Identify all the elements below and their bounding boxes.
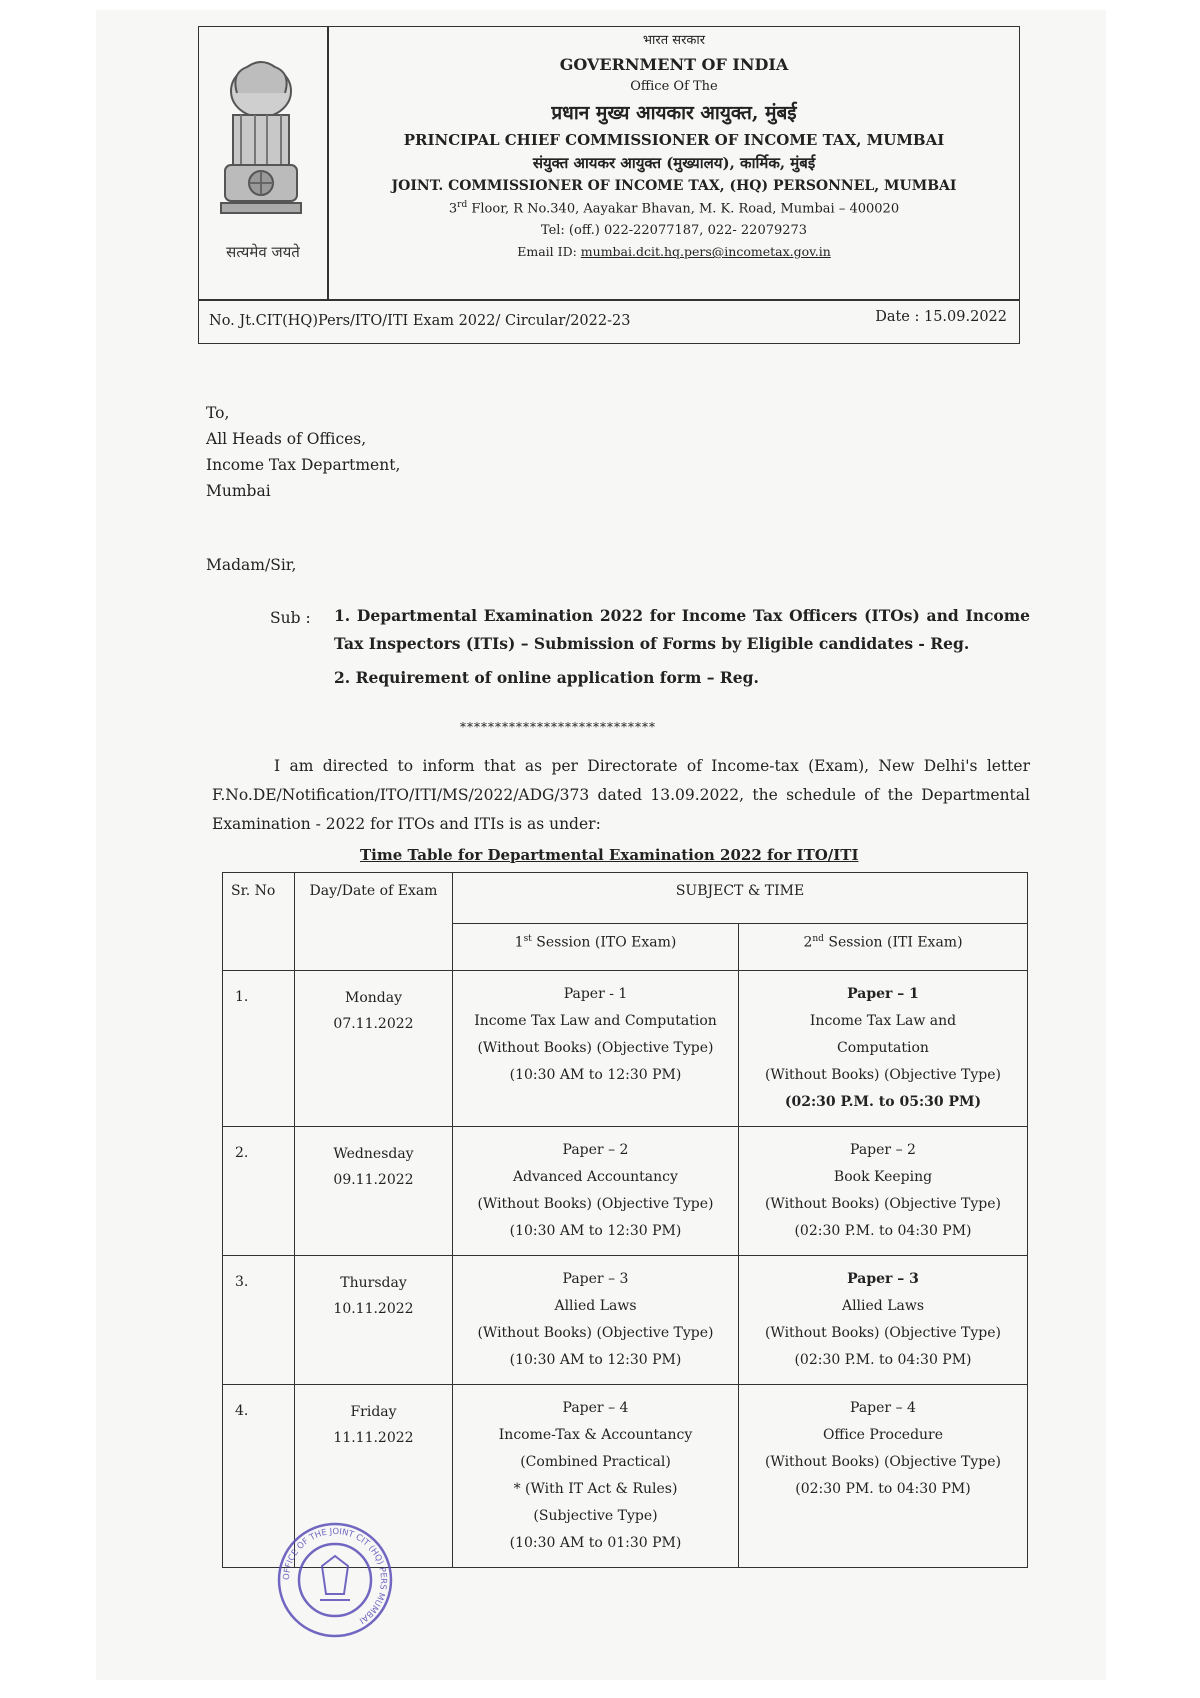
subject-block [270,602,1030,692]
body-paragraph: I am directed to inform that as per Directorate of Income-tax (Exam), New Delhi's letter F.No.DE/Notification/ITO/ITI/MS/2022/ADG/373 dated 13.09.2022, the schedule of the Departmental Examination - 2022 for ITOs and ITIs is as under: [212,757,1030,833]
header-rule [199,299,1019,301]
reference-number: No. Jt.CIT(HQ)Pers/ITO/ITI Exam 2022/ Circular/2022-23 [209,313,631,329]
addressee-line: All Heads of Offices, [206,430,367,448]
day-cell: Monday 07.11.2022 [295,971,453,1127]
session-1-cell: Paper – 2 Advanced Accountancy (Without Books) (Objective Type) (10:30 AM to 12:30 PM) [453,1127,739,1256]
session-1-cell: Paper – 3 Allied Laws (Without Books) (Objective Type) (10:30 AM to 12:30 PM) [453,1256,739,1385]
session-2-cell: Paper – 1 Income Tax Law and Computation (Without Books) (Objective Type) (02:30 P.M. to 05:30 PM) [739,971,1028,1127]
office-address: 3rd Floor, R No.340, Aayakar Bhavan, M. K. Road, Mumbai – 400020 [448,200,900,217]
subject-label: Sub : [270,609,311,627]
table-row [223,971,1028,1127]
addressee-line: To, [206,404,230,422]
column-header-sr: Sr. No [223,873,295,971]
addressee-block [206,400,400,504]
official-seal-stamp-icon [272,1520,398,1640]
hindi-jc-heading: संयुक्त आयकर आयुक्त (मुख्यालय), कार्मिक, मुंबई [532,154,816,172]
day-cell: Thursday 10.11.2022 [295,1256,453,1385]
national-emblem-icon [211,53,311,253]
session-2-cell: Paper – 4 Office Procedure (Without Books) (Objective Type) (02:30 PM. to 04:30 PM) [739,1385,1028,1568]
jc-heading: JOINT. COMMISSIONER OF INCOME TAX, (HQ) PERSONNEL, MUMBAI [391,177,957,194]
table-row [223,1127,1028,1256]
session-2-cell: Paper – 2 Book Keeping (Without Books) (Objective Type) (02:30 P.M. to 04:30 PM) [739,1127,1028,1256]
timetable-title: Time Table for Departmental Examination 2022 for ITO/ITI [360,846,859,864]
letter-date: Date : 15.09.2022 [875,309,1007,325]
svg-text:OFFICE OF THE JOINT CIT (HQ) P [282,1527,388,1625]
addressee-line: Mumbai [206,482,271,500]
office-address-block [329,33,1019,260]
table-header-row [223,873,1028,924]
seal-text: OFFICE OF THE JOINT CIT (HQ) PERS MUMBAI [281,1526,389,1626]
session-2-cell: Paper – 3 Allied Laws (Without Books) (Objective Type) (02:30 P.M. to 04:30 PM) [739,1256,1028,1385]
hindi-pcc-heading: प्रधान मुख्य आयकार आयुक्त, मुंबई [551,101,797,124]
subject-item-2: 2. Requirement of online application form – Reg. [334,668,759,687]
sr-cell: 2. [223,1127,295,1256]
sr-cell: 1. [223,971,295,1127]
office-of-label: Office Of The [630,79,718,95]
sr-cell: 4. [223,1385,295,1568]
pcc-heading: PRINCIPAL CHIEF COMMISSIONER OF INCOME TAX, MUMBAI [403,131,945,150]
table-row [223,1256,1028,1385]
subject-item-1: 1. Departmental Examination 2022 for Income Tax Officers (ITOs) and Income Tax Inspectors (ITIs) – Submission of Forms by Eligible candidates - Reg. [334,606,1030,653]
day-cell: Friday 11.11.2022 [295,1385,453,1568]
column-header-session-1: 1st Session (ITO Exam) [453,924,739,971]
government-heading: GOVERNMENT OF INDIA [559,55,789,75]
salutation: Madam/Sir, [206,556,297,574]
separator-stars: **************************** [460,720,656,734]
session-1-cell: Paper – 4 Income-Tax & Accountancy (Combined Practical) * (With IT Act & Rules) (Subjective Type) (10:30 AM to 01:30 PM) [453,1385,739,1568]
addressee-line: Income Tax Department, [206,456,401,474]
hindi-government: भारत सरकार [642,33,706,48]
day-cell: Wednesday 09.11.2022 [295,1127,453,1256]
office-email: Email ID: mumbai.dcit.hq.pers@incometax.gov.in [517,244,831,260]
sr-cell: 3. [223,1256,295,1385]
email-link[interactable]: mumbai.dcit.hq.pers@incometax.gov.in [580,244,831,260]
column-header-subject: SUBJECT & TIME [453,873,1028,924]
column-header-session-2: 2nd Session (ITI Exam) [739,924,1028,971]
session-1-cell: Paper - 1 Income Tax Law and Computation (Without Books) (Objective Type) (10:30 AM to 12:30 PM) [453,971,739,1127]
column-header-day: Day/Date of Exam [295,873,453,971]
letterhead [198,26,1020,344]
national-motto: सत्यमेव जयते [226,243,300,261]
exam-timetable [222,872,1028,1568]
office-telephone: Tel: (off.) 022-22077187, 022- 22079273 [540,222,808,238]
